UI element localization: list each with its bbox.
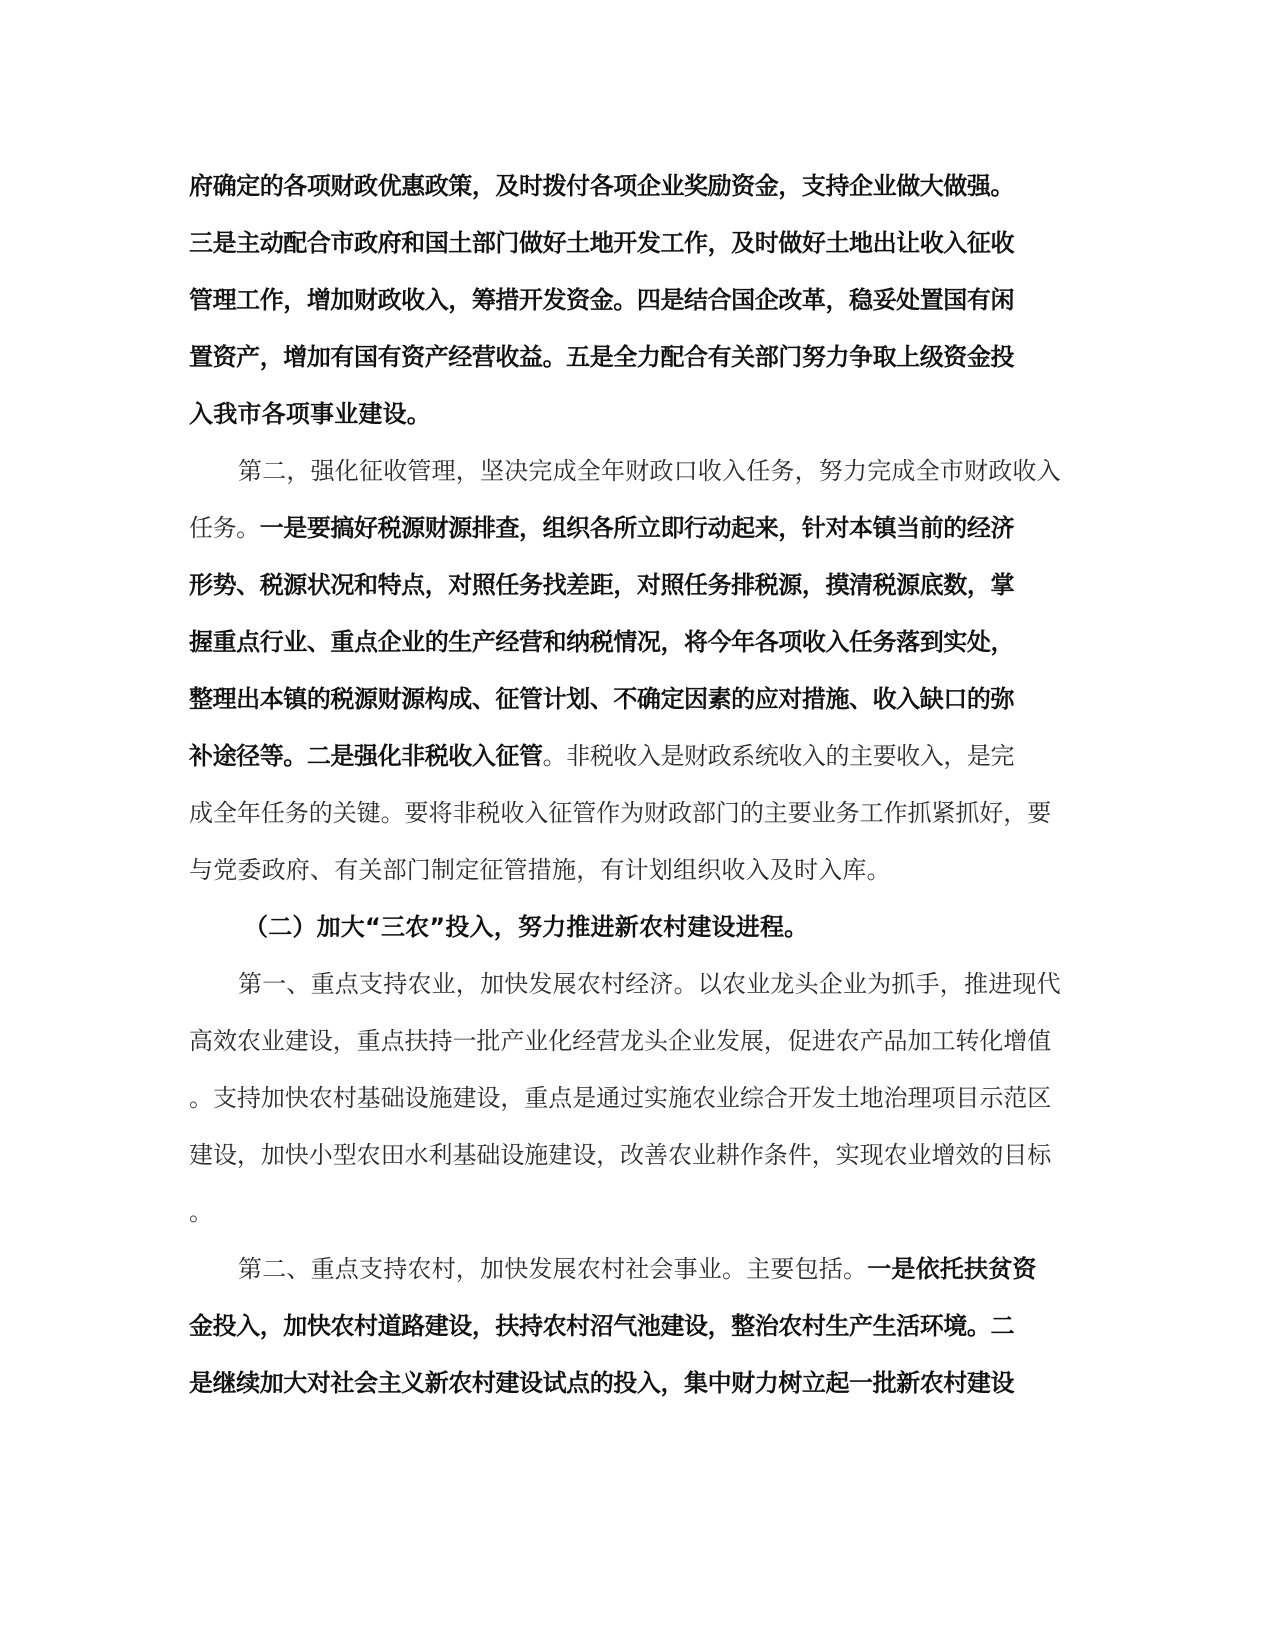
text-span-bold: 补途径等。二是强化非税收入征管 [189,742,543,770]
text-span-bold: 管理工作，增加财政收入，筹措开发资金。四是结合国企改革，稳妥处置国有闲 [189,286,1015,314]
text-span: 任务。 [189,514,260,542]
section-heading [244,909,844,945]
text-line [189,567,1015,603]
text-span: 第二、重点支持农村，加快发展农村社会事业。主要包括。 [238,1255,868,1283]
text-line [189,1308,1015,1344]
text-line [189,795,1052,831]
text-span: 高效农业建设，重点扶持一批产业化经营龙头企业发展，促进农产品加工转化增值 [189,1027,1052,1055]
text-span-bold: 形势、税源状况和特点，对照任务找差距，对照任务排税源，摸清税源底数，掌 [189,571,1015,599]
text-span-bold: 是继续加大对社会主义新农村建设试点的投入，集中财力树立起一批新农村建设 [189,1369,1015,1397]
text-span: 与党委政府、有关部门制定征管措施，有计划组织收入及时入库。 [189,856,891,884]
text-line [189,1080,1052,1116]
text-line [189,1365,1015,1401]
text-line [189,282,1015,318]
text-line [189,225,1015,261]
paragraph-first-line [238,966,1078,1002]
text-line [189,852,1009,888]
text-span-bold: 整理出本镇的税源财源构成、征管计划、不确定因素的应对措施、收入缺口的弥 [189,685,1015,713]
text-line [189,738,1015,774]
text-span: 。 [189,1198,214,1226]
text-span-bold: 置资产，增加有国有资产经营收益。五是全力配合有关部门努力争取上级资金投 [189,343,1015,371]
text-span-bold: 握重点行业、重点企业的生产经营和纳税情况，将今年各项收入任务落到实处， [189,628,1015,656]
text-span-bold: （二）加大“三农”投入，努力推进新农村建设进程。 [244,913,809,941]
text-line [189,396,1009,432]
text-span-bold: 一是要搞好税源财源排查，组织各所立即行动起来，针对本镇当前的经济 [259,514,1015,542]
text-line [189,1023,1052,1059]
text-span-bold: 三是主动配合市政府和国土部门做好土地开发工作，及时做好土地出让收入征收 [189,229,1015,257]
text-line [189,339,1015,375]
text-line [189,1137,1052,1173]
text-span: 第一、重点支持农业，加快发展农村经济。以农业龙头企业为抓手，推进现代 [238,970,1061,998]
text-span-bold: 金投入，加快农村道路建设，扶持农村沼气池建设，整治农村生产生活环境。二 [189,1312,1015,1340]
text-span: 第二，强化征收管理，坚决完成全年财政口收入任务，努力完成全市财政收入 [238,457,1061,485]
text-line [189,1194,229,1230]
text-span: 。非税收入是财政系统收入的主要收入，是完 [542,742,1015,770]
text-line [189,168,1015,204]
text-span: 成全年任务的关键。要将非税收入征管作为财政部门的主要业务工作抓紧抓好，要 [189,799,1052,827]
text-line [189,624,1015,660]
paragraph-first-line [238,1251,1058,1287]
text-span-bold: 一是依托扶贫资 [867,1255,1037,1283]
text-line [189,510,1015,546]
text-line [189,681,1015,717]
text-span: 。支持加快农村基础设施建设，重点是通过实施农业综合开发土地治理项目示范区 [189,1084,1052,1112]
text-span-bold: 府确定的各项财政优惠政策，及时拨付各项企业奖励资金，支持企业做大做强。 [189,172,1015,200]
text-span: 建设，加快小型农田水利基础设施建设，改善农业耕作条件，实现农业增效的目标 [189,1141,1052,1169]
paragraph-first-line [238,453,1078,489]
text-span-bold: 入我市各项事业建设。 [189,400,431,428]
